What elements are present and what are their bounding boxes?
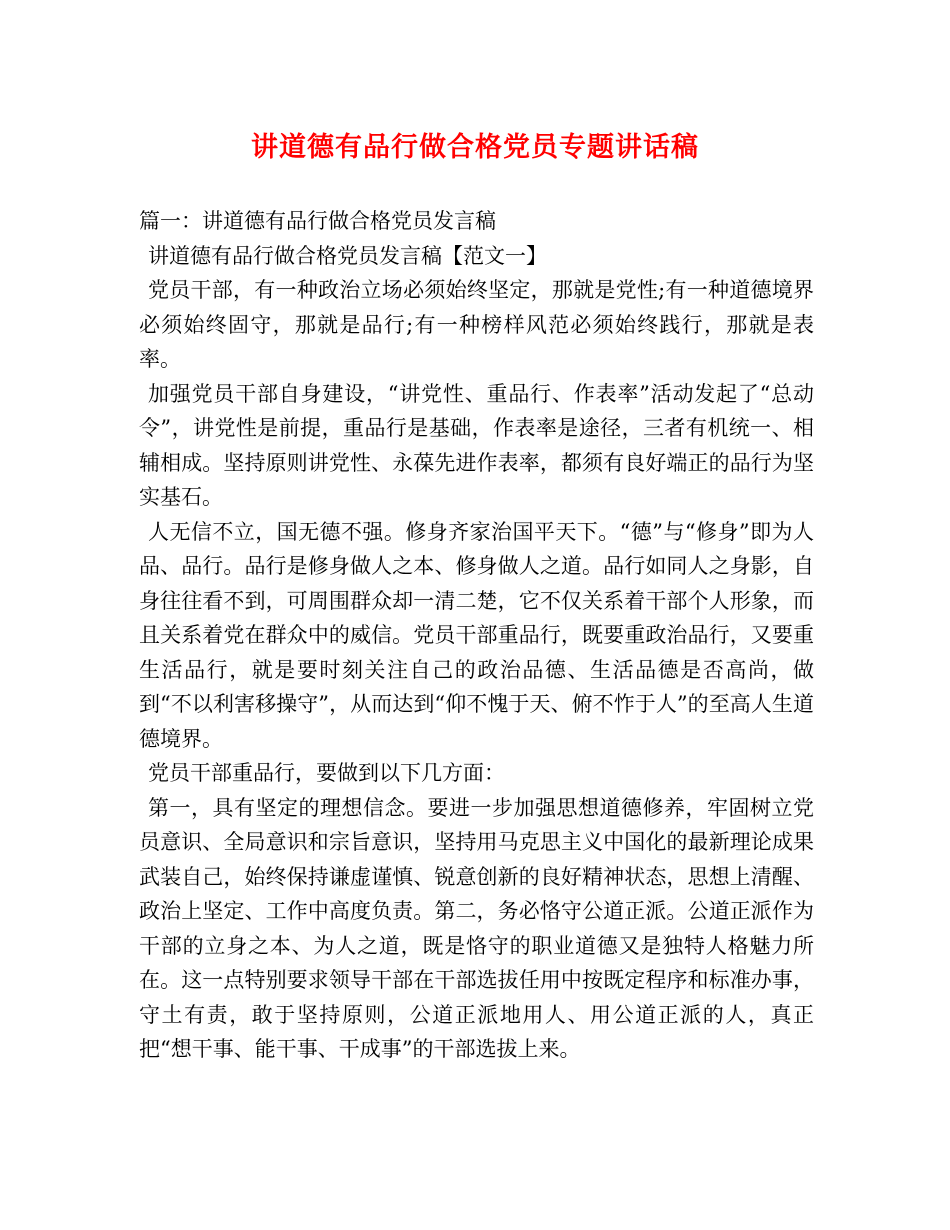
- paragraph: 人无信不立，国无德不强。修身齐家治国平天下。“德”与“修身”即为人品、品行。品行是修身做人之本、修身做人之道。品行如同人之身影，自身往往看不到，可周围群众却一清二楚，它不仅关系着干部个人形象，而且关系着党在群众中的威信。党员干部重品行，既要重政治品行，又要重生活品行，就是要时刻关注自己的政治品德、生活品德是否高尚，做到“不以利害移操守”，从而达到“仰不愧于天、俯不怍于人”的至高人生道德境界。: [139, 519, 814, 751]
- paragraph: 党员干部重品行，要做到以下几方面：: [148, 761, 505, 785]
- paragraph: 党员干部，有一种政治立场必须始终坚定，那就是党性;有一种道德境界必须始终固守，那就是品行;有一种榜样风范必须始终践行，那就是表率。: [139, 278, 814, 371]
- document-body: [139, 204, 814, 1067]
- document-title: 讲道德有品行做合格党员专题讲话稿: [251, 132, 699, 163]
- paragraph: 第一，具有坚定的理想信念。要进一步加强思想道德修养，牢固树立党员意识、全局意识和宗旨意识，坚持用马克思主义中国化的最新理论成果武装自己，始终保持谦虚谨慎、锐意创新的良好精神状态，思想上清醒、政治上坚定、工作中高度负责。第二，务必恪守公道正派。公道正派作为干部的立身之本、为人之道，既是恪守的职业道德又是独特人格魅力所在。这一点特别要求领导干部在干部选拔任用中按既定程序和标准办事，守土有责，敢于坚持原则，公道正派地用人、用公道正派的人，真正把“想干事、能干事、干成事”的干部选拔上来。: [139, 795, 814, 1061]
- paragraph: 加强党员干部自身建设，“讲党性、重品行、作表率”活动发起了“总动令”，讲党性是前提，重品行是基础，作表率是途径，三者有机统一、相辅相成。坚持原则讲党性、永葆先进作表率，都须有良好端正的品行为坚实基石。: [139, 381, 814, 509]
- subheading: 讲道德有品行做合格党员发言稿【范文一】: [148, 243, 547, 268]
- section-heading: 篇一：讲道德有品行做合格党员发言稿: [139, 209, 496, 233]
